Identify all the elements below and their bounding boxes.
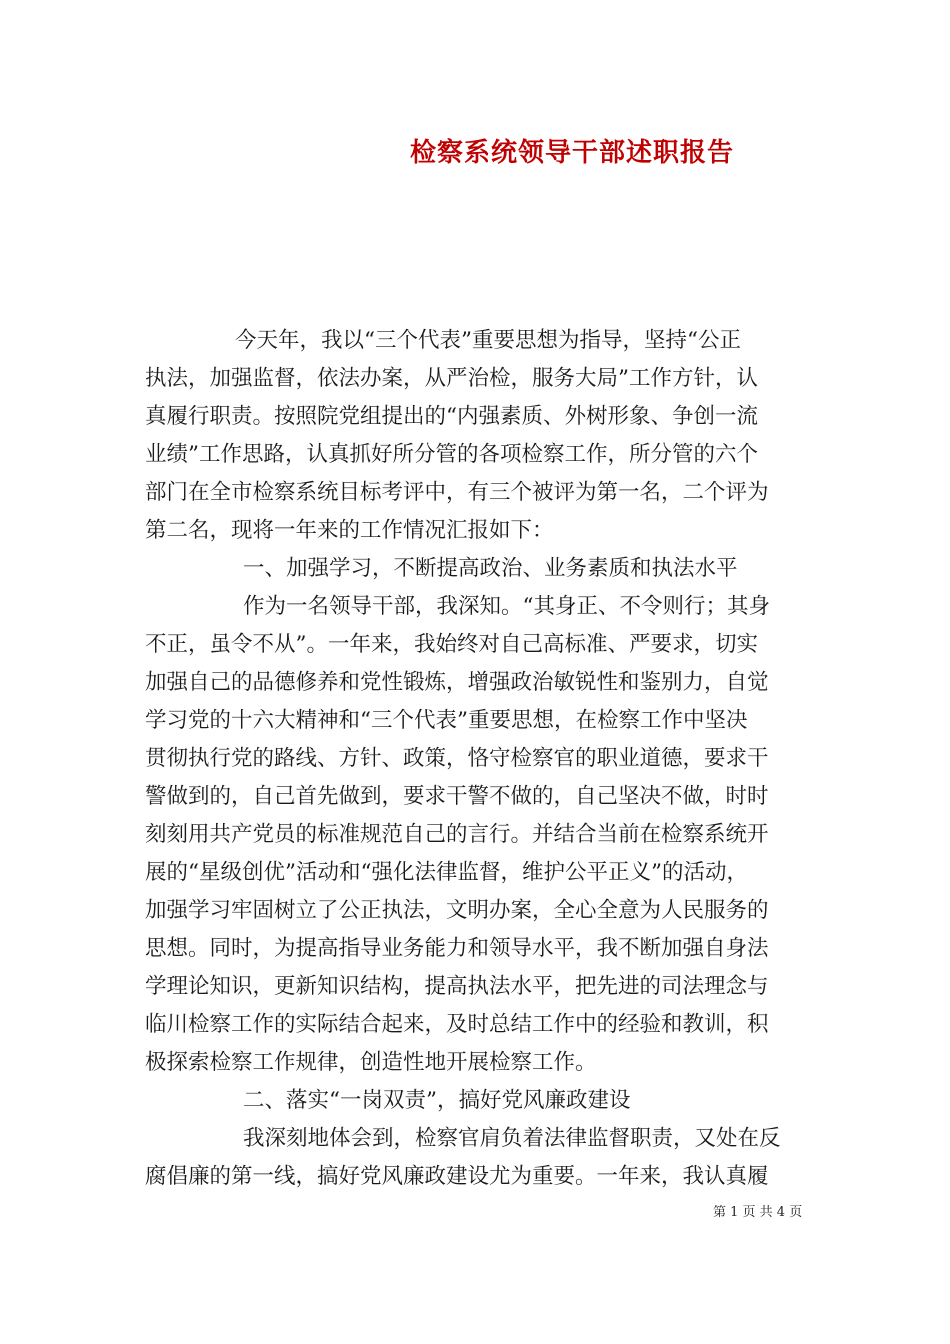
text-line: 不正，虽令不从”。一年来，我始终对自己高标准、严要求，切实 xyxy=(145,632,758,657)
text-line: 警做到的，自己首先做到，要求干警不做的，自己坚决不做，时时 xyxy=(145,784,769,809)
text-line: 加强自己的品德修养和党性锻炼，增强政治敏锐性和鉴别力，自觉 xyxy=(145,670,769,695)
text-line: 第二名，现将一年来的工作情况汇报如下： xyxy=(145,518,554,543)
text-line: 贯彻执行党的路线、方针、政策，恪守检察官的职业道德，要求干 xyxy=(145,746,769,771)
text-line: 执法，加强监督，依法办案，从严治检，服务大局”工作方针，认 xyxy=(145,366,758,391)
text-line: 今天年，我以“三个代表”重要思想为指导，坚持“公正 xyxy=(235,328,741,353)
document-body xyxy=(145,322,813,1196)
text-line: 业绩”工作思路，认真抓好所分管的各项检察工作，所分管的六个 xyxy=(145,442,758,467)
text-line: 作为一名领导干部，我深知。“其身正、不令则行；其身 xyxy=(243,594,770,619)
text-line: 临川检察工作的实际结合起来，及时总结工作中的经验和教训，积 xyxy=(145,1012,769,1037)
document-title: 检察系统领导干部述职报告 xyxy=(410,138,735,168)
text-line: 真履行职责。按照院党组提出的“内强素质、外树形象、争创一流 xyxy=(145,404,758,429)
section-heading-2: 二、落实“一岗双责”，搞好党风廉政建设 xyxy=(243,1088,631,1113)
text-line: 刻刻用共产党员的标准规范自己的言行。并结合当前在检察系统开 xyxy=(145,822,769,847)
page-number-footer: 第 1 页 共 4 页 xyxy=(713,1205,803,1220)
text-line: 部门在全市检察系统目标考评中，有三个被评为第一名，二个评为 xyxy=(145,480,769,505)
text-line: 学习党的十六大精神和“三个代表”重要思想，在检察工作中坚决 xyxy=(145,708,748,733)
text-line: 学理论知识，更新知识结构，提高执法水平，把先进的司法理念与 xyxy=(145,974,769,999)
text-line: 极探索检察工作规律，创造性地开展检察工作。 xyxy=(145,1050,597,1075)
text-line: 加强学习牢固树立了公正执法，文明办案，全心全意为人民服务的 xyxy=(145,898,769,923)
section-heading-1: 一、加强学习，不断提高政治、业务素质和执法水平 xyxy=(243,556,738,581)
text-line: 展的“星级创优”活动和“强化法律监督，维护公平正义”的活动， xyxy=(145,860,748,885)
text-line: 腐倡廉的第一线，搞好党风廉政建设尤为重要。一年来，我认真履 xyxy=(145,1164,769,1189)
text-line: 我深刻地体会到，检察官肩负着法律监督职责，又处在反 xyxy=(243,1126,781,1151)
text-line: 思想。同时，为提高指导业务能力和领导水平，我不断加强自身法 xyxy=(145,936,769,961)
